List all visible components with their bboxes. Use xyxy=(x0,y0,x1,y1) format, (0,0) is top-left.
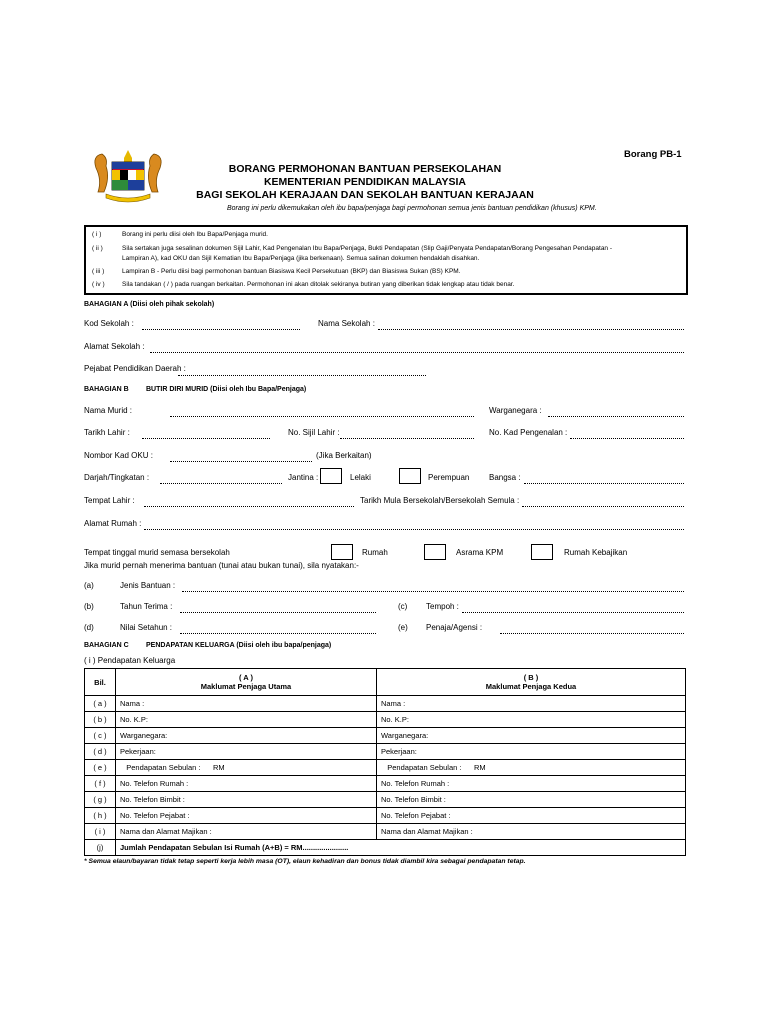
penjaga-kedua-nama[interactable]: Nama : xyxy=(377,696,686,712)
darjah-field[interactable] xyxy=(160,483,282,484)
penjaga-utama-tel-pejabat[interactable]: No. Telefon Pejabat : xyxy=(116,808,377,824)
row-bil: ( i ) xyxy=(85,824,116,840)
ppd-label: Pejabat Pendidikan Daerah : xyxy=(84,364,186,373)
penjaga-kedua-tel-bimbit[interactable]: No. Telefon Bimbit : xyxy=(377,792,686,808)
penjaga-utama-kp[interactable]: No. K.P: xyxy=(116,712,377,728)
table-row xyxy=(85,760,686,776)
bangsa-label: Bangsa : xyxy=(489,473,521,482)
note-3: ( iii ) Lampiran B - Perlu diisi bagi permohonan bantuan Biasiswa Kecil Persekutuan (BKP) dan Biasiswa Sukan (BS) KPM. xyxy=(92,268,461,275)
bantuan-d-num: (d) xyxy=(84,623,94,632)
penaja-label: Penaja/Agensi : xyxy=(426,623,483,632)
table-row xyxy=(85,728,686,744)
rumah-kebajikan-checkbox[interactable] xyxy=(531,544,553,560)
alamat-rumah-label: Alamat Rumah : xyxy=(84,519,142,528)
kod-sekolah-label: Kod Sekolah : xyxy=(84,319,134,328)
tarikh-mula-label: Tarikh Mula Bersekolah/Bersekolah Semula : xyxy=(360,496,520,505)
table-row xyxy=(85,808,686,824)
col-bil-header: Bil. xyxy=(85,669,116,696)
pendapatan-keluarga-label: ( i ) Pendapatan Keluarga xyxy=(84,656,176,665)
col-b-header-code: ( B ) xyxy=(523,673,539,682)
lelaki-checkbox[interactable] xyxy=(320,468,342,484)
rumah-checkbox[interactable] xyxy=(331,544,353,560)
section-a-heading: BAHAGIAN A (Diisi oleh pihak sekolah) xyxy=(84,301,215,308)
row-bil: ( f ) xyxy=(85,776,116,792)
bantuan-e-num: (e) xyxy=(398,623,408,632)
row-bil: ( e ) xyxy=(85,760,116,776)
note-1: ( i ) Borang ini perlu diisi oleh Ibu Bapa/Penjaga murid. xyxy=(92,231,268,238)
nama-murid-field[interactable] xyxy=(170,416,474,417)
penjaga-kedua-majikan[interactable]: Nama dan Alamat Majikan : xyxy=(377,824,686,840)
section-b-title: BUTIR DIRI MURID (Diisi oleh Ibu Bapa/Penjaga) xyxy=(146,386,307,393)
row-bil: ( h ) xyxy=(85,808,116,824)
penjaga-kedua-warganegara[interactable]: Warganegara: xyxy=(377,728,686,744)
col-b-header-title: Maklumat Penjaga Kedua xyxy=(485,682,577,691)
jata-negara-logo xyxy=(88,148,168,206)
form-title-line-2: KEMENTERIAN PENDIDIKAN MALAYSIA xyxy=(263,176,467,188)
jumlah-pendapatan[interactable]: Jumlah Pendapatan Sebulan Isi Rumah (A+B) = RM...................... xyxy=(116,840,686,856)
row-bil: ( d ) xyxy=(85,744,116,760)
bantuan-c-num: (c) xyxy=(398,602,408,611)
penjaga-kedua-tel-pejabat[interactable]: No. Telefon Pejabat : xyxy=(377,808,686,824)
nama-sekolah-field[interactable] xyxy=(378,329,684,330)
kad-pengenalan-label: No. Kad Pengenalan : xyxy=(489,428,568,437)
table-header-row xyxy=(85,669,686,696)
sijil-lahir-label: No. Sijil Lahir : xyxy=(288,428,340,437)
note-2: ( ii ) Sila sertakan juga sesalinan dokumen Sijil Lahir, Kad Pengenalan Ibu Bapa/Penjaga, Bukti Pendapatan (Slip Gaji/Penyata Pendapatan/Borang Pengesahan Pendapatan - xyxy=(92,245,613,252)
tarikh-mula-field[interactable] xyxy=(522,506,684,507)
kad-pengenalan-field[interactable] xyxy=(570,438,684,439)
form-subtitle: Borang ini perlu dikemukakan oleh ibu bapa/penjaga bagi permohonan semua jenis bantuan pendidikan (khusus) KPM. xyxy=(227,205,597,212)
form-code: Borang PB-1 xyxy=(624,149,682,160)
table-row xyxy=(85,824,686,840)
col-a-header xyxy=(116,669,377,696)
jantina-label: Jantina : xyxy=(288,473,319,482)
penjaga-utama-majikan[interactable]: Nama dan Alamat Majikan : xyxy=(116,824,377,840)
income-footnote: * Semua elaun/bayaran tidak tetap seperti kerja lebih masa (OT), elaun kehadiran dan bonus tidak diambil kira sebagai pendapatan tetap. xyxy=(84,858,526,865)
perempuan-label: Perempuan xyxy=(428,473,470,482)
tarikh-lahir-label: Tarikh Lahir : xyxy=(84,428,130,437)
instructions-box xyxy=(84,225,688,295)
rumah-label: Rumah xyxy=(362,548,388,557)
table-row xyxy=(85,776,686,792)
row-bil: ( a ) xyxy=(85,696,116,712)
kad-oku-field[interactable] xyxy=(170,461,312,462)
table-row xyxy=(85,696,686,712)
asrama-checkbox[interactable] xyxy=(424,544,446,560)
penjaga-utama-tel-bimbit[interactable]: No. Telefon Bimbit : xyxy=(116,792,377,808)
col-b-header xyxy=(377,669,686,696)
penjaga-kedua-pendapatan[interactable]: Pendapatan Sebulan : RM xyxy=(377,760,686,776)
section-c-heading: BAHAGIAN C xyxy=(84,642,129,649)
perempuan-checkbox[interactable] xyxy=(399,468,421,484)
tempat-lahir-label: Tempat Lahir : xyxy=(84,496,135,505)
bantuan-a-num: (a) xyxy=(84,581,94,590)
alamat-sekolah-label: Alamat Sekolah : xyxy=(84,342,145,351)
table-row xyxy=(85,792,686,808)
row-bil: ( g ) xyxy=(85,792,116,808)
bangsa-field[interactable] xyxy=(524,483,684,484)
note-2-cont: Lampiran A), kad OKU dan Sijil Kematian Ibu Bapa/Penjaga (jika berkenaan). Semua salinan dokumen hendaklah disahkan. xyxy=(122,255,480,262)
penjaga-utama-nama[interactable]: Nama : xyxy=(116,696,377,712)
tahun-terima-label: Tahun Terima : xyxy=(120,602,173,611)
penjaga-utama-pendapatan[interactable]: Pendapatan Sebulan : RM xyxy=(116,760,377,776)
penjaga-utama-pekerjaan[interactable]: Pekerjaan: xyxy=(116,744,377,760)
section-c-title: PENDAPATAN KELUARGA (Diisi oleh ibu bapa/penjaga) xyxy=(146,642,332,649)
penjaga-kedua-tel-rumah[interactable]: No. Telefon Rumah : xyxy=(377,776,686,792)
row-bil: ( b ) xyxy=(85,712,116,728)
penjaga-utama-warganegara[interactable]: Warganegara: xyxy=(116,728,377,744)
bantuan-b-num: (b) xyxy=(84,602,94,611)
tempoh-label: Tempoh : xyxy=(426,602,459,611)
sijil-lahir-field[interactable] xyxy=(340,438,474,439)
warganegara-label: Warganegara : xyxy=(489,406,542,415)
row-bil: ( c ) xyxy=(85,728,116,744)
penjaga-kedua-pekerjaan[interactable]: Pekerjaan: xyxy=(377,744,686,760)
ppd-field[interactable] xyxy=(178,375,426,376)
asrama-label: Asrama KPM xyxy=(456,548,504,557)
kad-oku-label: Nombor Kad OKU : xyxy=(84,451,153,460)
col-a-header-code: ( A ) xyxy=(238,673,254,682)
tarikh-lahir-field[interactable] xyxy=(142,438,270,439)
alamat-rumah-field[interactable] xyxy=(144,529,684,530)
table-row xyxy=(85,744,686,760)
penaja-field[interactable] xyxy=(500,633,684,634)
nama-sekolah-label: Nama Sekolah : xyxy=(318,319,375,328)
form-title-line-3: BAGI SEKOLAH KERAJAAN DAN SEKOLAH BANTUAN KERAJAAN xyxy=(196,189,534,201)
row-bil: (j) xyxy=(85,840,116,856)
nama-murid-label: Nama Murid : xyxy=(84,406,133,415)
total-row xyxy=(85,840,686,856)
kod-sekolah-field[interactable] xyxy=(142,329,300,330)
penjaga-kedua-kp[interactable]: No. K.P: xyxy=(377,712,686,728)
jenis-bantuan-field[interactable] xyxy=(182,591,684,592)
table-row xyxy=(85,712,686,728)
family-income-table xyxy=(84,668,686,856)
darjah-label: Darjah/Tingkatan : xyxy=(84,473,150,482)
lelaki-label: Lelaki xyxy=(350,473,371,482)
tempat-tinggal-label: Tempat tinggal murid semasa bersekolah xyxy=(84,548,230,557)
penjaga-utama-tel-rumah[interactable]: No. Telefon Rumah : xyxy=(116,776,377,792)
tempat-lahir-field[interactable] xyxy=(144,506,354,507)
jenis-bantuan-label: Jenis Bantuan : xyxy=(120,581,176,590)
warganegara-field[interactable] xyxy=(548,416,684,417)
rumah-kebajikan-label: Rumah Kebajikan xyxy=(564,548,628,557)
alamat-sekolah-field[interactable] xyxy=(150,352,684,353)
form-title-line-1: BORANG PERMOHONAN BANTUAN PERSEKOLAHAN xyxy=(228,163,502,175)
note-4: ( iv ) Sila tandakan ( / ) pada ruangan berkaitan. Permohonan ini akan ditolak sekiranya butiran yang diberikan tidak lengkap atau tidak benar. xyxy=(92,281,515,288)
section-b-heading: BAHAGIAN B xyxy=(84,386,129,393)
tahun-terima-field[interactable] xyxy=(180,612,376,613)
nilai-setahun-label: Nilai Setahun : xyxy=(120,623,173,632)
tempoh-field[interactable] xyxy=(462,612,684,613)
col-a-header-title: Maklumat Penjaga Utama xyxy=(200,682,292,691)
pernah-terima-label: Jika murid pernah menerima bantuan (tunai atau bukan tunai), sila nyatakan:- xyxy=(84,561,359,570)
nilai-setahun-field[interactable] xyxy=(180,633,376,634)
jika-berkaitan-label: (Jika Berkaitan) xyxy=(316,451,372,460)
